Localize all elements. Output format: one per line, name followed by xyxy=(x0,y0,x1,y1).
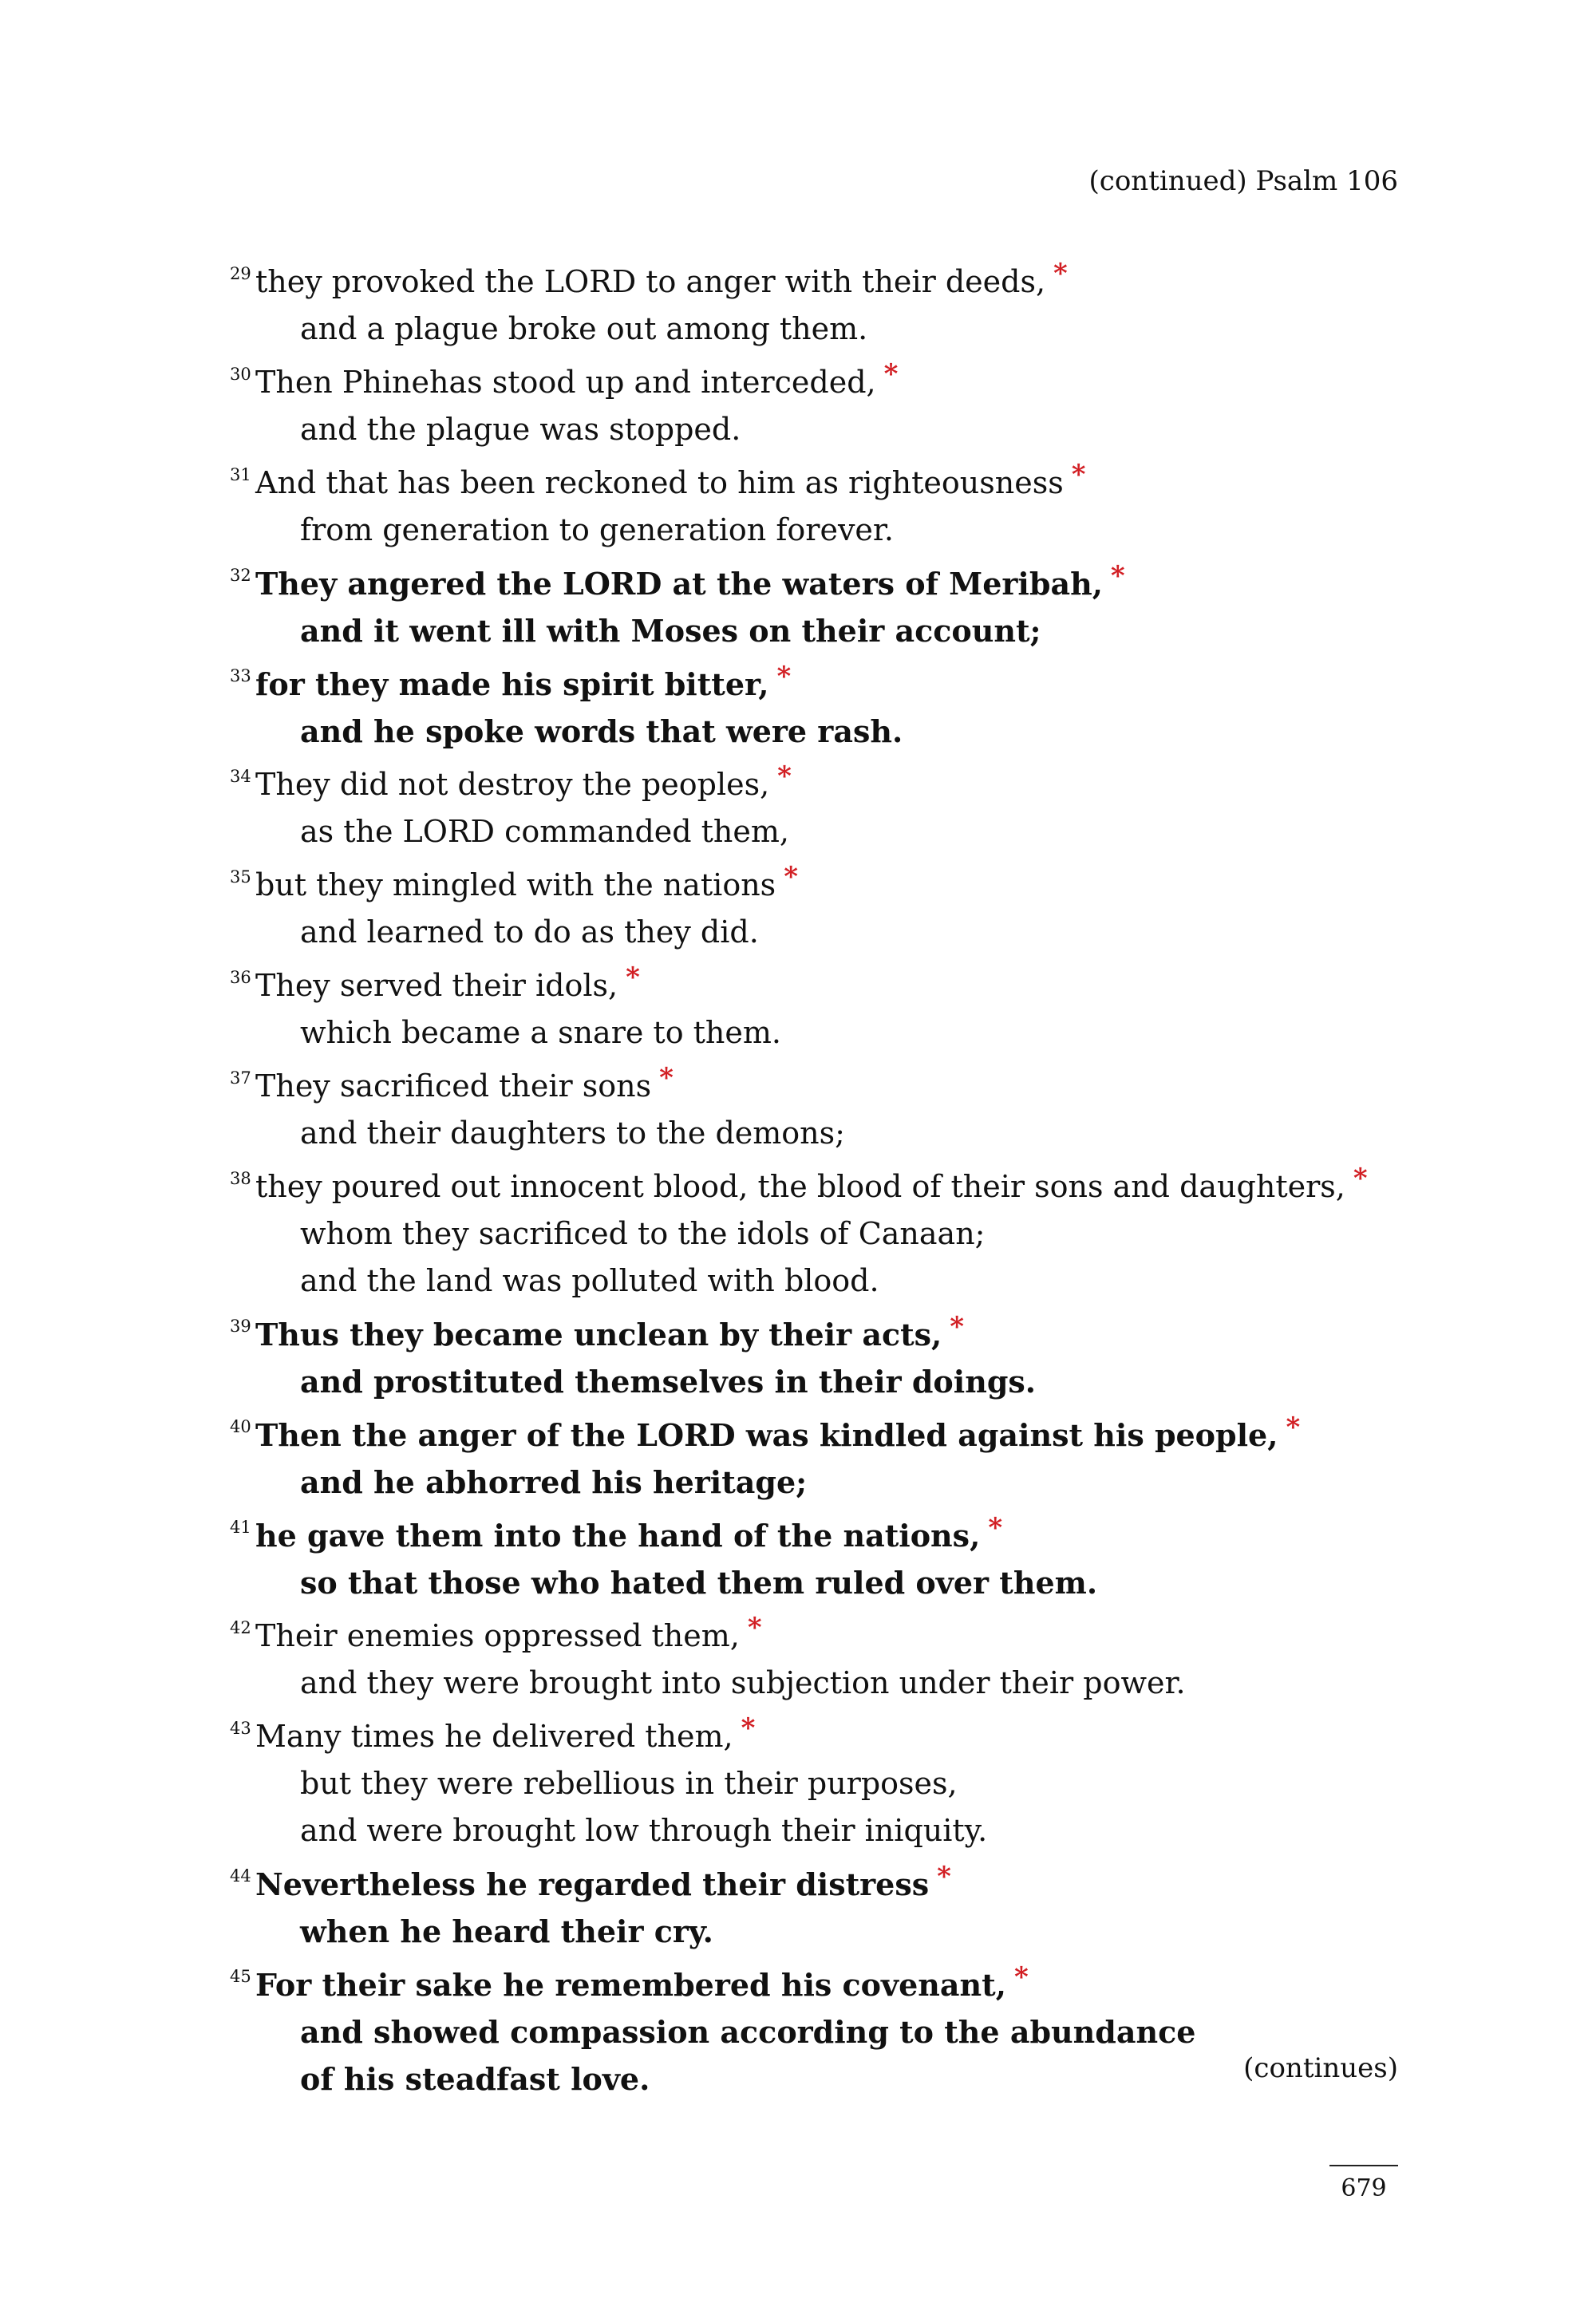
verse-continuation-line xyxy=(230,1760,1403,1807)
verse-36 xyxy=(230,962,1403,1056)
asterisk-mark: * xyxy=(1053,258,1068,290)
verse-first-line xyxy=(230,1861,1403,1908)
asterisk-mark: * xyxy=(659,1062,674,1094)
verse-continuation-line xyxy=(230,1258,1403,1305)
verse-first-line xyxy=(230,1412,1403,1459)
verse-text: and they were brought into subjection under their power. xyxy=(300,1665,1186,1700)
verse-number: 45 xyxy=(230,1967,251,1986)
verse-number: 35 xyxy=(230,867,251,887)
verse-continuation-line xyxy=(230,1358,1403,1405)
verse-text: as the LORD commanded them, xyxy=(300,814,790,849)
verse-number: 33 xyxy=(230,666,251,685)
verse-text: and the plague was stopped. xyxy=(300,412,741,447)
verse-37 xyxy=(230,1063,1403,1157)
verse-29 xyxy=(230,259,1403,353)
verse-text: but they were rebellious in their purposes, xyxy=(300,1766,958,1801)
verse-number: 39 xyxy=(230,1317,251,1336)
verse-33 xyxy=(230,661,1403,755)
verse-continuation-line xyxy=(230,1559,1403,1606)
verse-continuation-line xyxy=(230,406,1403,453)
verse-text: Then Phinehas stood up and interceded, xyxy=(255,365,876,400)
verse-text: and he spoke words that were rash. xyxy=(300,713,903,749)
verse-continuation-line xyxy=(230,1459,1403,1506)
verse-text: They angered the LORD at the waters of Meribah, xyxy=(255,566,1103,602)
asterisk-mark: * xyxy=(988,1512,1003,1544)
verse-first-line xyxy=(230,1163,1403,1210)
verse-text: and their daughters to the demons; xyxy=(300,1116,845,1151)
verse-text: and learned to do as they did. xyxy=(300,914,759,950)
verse-45 xyxy=(230,1961,1403,2103)
verse-continuation-line xyxy=(230,607,1403,654)
verse-continuation-line xyxy=(230,2055,1403,2103)
verse-number: 36 xyxy=(230,968,251,987)
asterisk-mark: * xyxy=(1286,1412,1301,1443)
verse-text: and it went ill with Moses on their account; xyxy=(300,613,1041,649)
verse-continuation-line xyxy=(230,1660,1403,1707)
verse-text: for they made his spirit bitter, xyxy=(255,666,769,702)
verse-continuation-line xyxy=(230,2008,1403,2055)
verse-text: and showed compassion according to the abundance xyxy=(300,2014,1196,2050)
verse-35 xyxy=(230,862,1403,956)
verse-text: from generation to generation forever. xyxy=(300,512,894,547)
asterisk-mark: * xyxy=(937,1861,951,1893)
asterisk-mark: * xyxy=(1110,560,1125,592)
verse-continuation-line xyxy=(230,808,1403,855)
folio-rule xyxy=(1329,2165,1398,2166)
verse-first-line xyxy=(230,259,1403,306)
continues-label: (continues) xyxy=(1243,2052,1398,2084)
asterisk-mark: * xyxy=(1353,1163,1368,1195)
verse-continuation-line xyxy=(230,1009,1403,1056)
verse-number: 42 xyxy=(230,1618,251,1637)
verse-first-line xyxy=(230,1512,1403,1559)
verse-number: 38 xyxy=(230,1169,251,1188)
verse-text: of his steadfast love. xyxy=(300,2061,650,2097)
verse-42 xyxy=(230,1613,1403,1707)
psalm-text xyxy=(230,259,1403,2109)
verse-text: They served their idols, xyxy=(255,968,618,1003)
verse-text: Then the anger of the LORD was kindled against his people, xyxy=(255,1417,1278,1453)
verse-continuation-line xyxy=(230,1908,1403,1955)
asterisk-mark: * xyxy=(741,1712,756,1744)
verse-first-line xyxy=(230,1063,1403,1110)
verse-31 xyxy=(230,460,1403,554)
verse-text: they poured out innocent blood, the blood of their sons and daughters, xyxy=(255,1169,1345,1204)
verse-first-line xyxy=(230,560,1403,607)
verse-38 xyxy=(230,1163,1403,1305)
asterisk-mark: * xyxy=(626,962,640,993)
verse-number: 44 xyxy=(230,1866,251,1886)
verse-41 xyxy=(230,1512,1403,1606)
verse-text: when he heard their cry. xyxy=(300,1913,713,1949)
verse-number: 29 xyxy=(230,264,251,283)
verse-text: and the land was polluted with blood. xyxy=(300,1263,879,1298)
asterisk-mark: * xyxy=(784,861,798,893)
verse-text: and were brought low through their iniquity. xyxy=(300,1813,988,1848)
page-number: 679 xyxy=(1341,2174,1387,2202)
verse-text: Nevertheless he regarded their distress xyxy=(255,1866,930,1902)
verse-text: Many times he delivered them, xyxy=(255,1719,733,1754)
verse-first-line xyxy=(230,761,1403,808)
verse-first-line xyxy=(230,1613,1403,1660)
verse-40 xyxy=(230,1412,1403,1506)
verse-text: so that those who hated them ruled over them. xyxy=(300,1565,1098,1601)
asterisk-mark: * xyxy=(1013,1961,1029,1993)
verse-continuation-line xyxy=(230,708,1403,755)
verse-text: For their sake he remembered his covenant, xyxy=(255,1967,1006,2003)
verse-text: and a plague broke out among them. xyxy=(300,311,868,346)
verse-first-line xyxy=(230,1961,1403,2008)
verse-number: 34 xyxy=(230,767,251,786)
verse-continuation-line xyxy=(230,1210,1403,1258)
asterisk-mark: * xyxy=(883,358,899,390)
verse-number: 43 xyxy=(230,1719,251,1738)
verse-43 xyxy=(230,1713,1403,1854)
verse-first-line xyxy=(230,359,1403,406)
verse-34 xyxy=(230,761,1403,855)
verse-first-line xyxy=(230,460,1403,507)
verse-first-line xyxy=(230,962,1403,1009)
verse-39 xyxy=(230,1311,1403,1405)
asterisk-mark: * xyxy=(776,661,792,693)
verse-text: They sacrificed their sons xyxy=(255,1068,652,1104)
verse-text: whom they sacrificed to the idols of Canaan; xyxy=(300,1216,986,1251)
verse-first-line xyxy=(230,1713,1403,1760)
verse-continuation-line xyxy=(230,507,1403,554)
verse-number: 30 xyxy=(230,365,251,384)
verse-number: 37 xyxy=(230,1068,251,1088)
verse-32 xyxy=(230,560,1403,654)
verse-number: 32 xyxy=(230,566,251,585)
verse-number: 41 xyxy=(230,1518,251,1537)
asterisk-mark: * xyxy=(1071,459,1086,491)
verse-text: he gave them into the hand of the nations, xyxy=(255,1518,981,1554)
verse-44 xyxy=(230,1861,1403,1955)
verse-number: 40 xyxy=(230,1417,251,1436)
verse-text: but they mingled with the nations xyxy=(255,867,776,902)
verse-continuation-line xyxy=(230,1110,1403,1157)
verse-first-line xyxy=(230,862,1403,909)
verse-text: And that has been reckoned to him as righteousness xyxy=(255,465,1064,500)
asterisk-mark: * xyxy=(747,1612,762,1644)
verse-first-line xyxy=(230,1311,1403,1358)
asterisk-mark: * xyxy=(777,760,792,792)
verse-30 xyxy=(230,359,1403,453)
verse-text: They did not destroy the peoples, xyxy=(255,767,770,802)
running-head: (continued) Psalm 106 xyxy=(1088,165,1398,197)
verse-text: which became a snare to them. xyxy=(300,1015,782,1050)
verse-text: Their enemies oppressed them, xyxy=(255,1618,740,1653)
asterisk-mark: * xyxy=(950,1311,965,1343)
verse-continuation-line xyxy=(230,1807,1403,1854)
verse-text: and he abhorred his heritage; xyxy=(300,1464,808,1500)
verse-continuation-line xyxy=(230,909,1403,956)
verse-continuation-line xyxy=(230,306,1403,353)
verse-text: and prostituted themselves in their doings. xyxy=(300,1364,1037,1400)
verse-first-line xyxy=(230,661,1403,708)
verse-number: 31 xyxy=(230,465,251,484)
verse-text: they provoked the LORD to anger with their deeds, xyxy=(255,264,1046,299)
verse-text: Thus they became unclean by their acts, xyxy=(255,1317,942,1352)
